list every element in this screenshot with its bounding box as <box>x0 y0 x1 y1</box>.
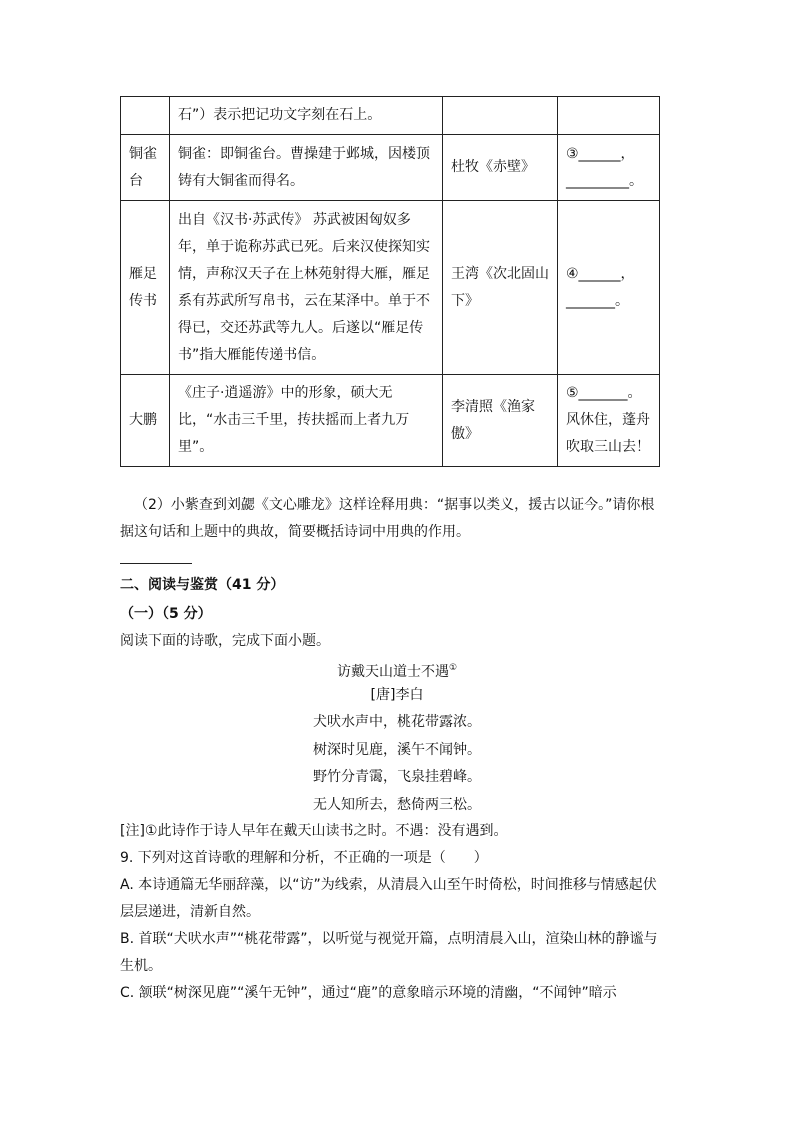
poem-line: 犬吠水声中，桃花带露浓。 <box>313 714 481 730</box>
poem-line: 树深时见鹿，溪午不闻钟。 <box>313 741 481 758</box>
table-row <box>121 97 660 135</box>
question-2-text: （2）小紫查到刘勰《文心雕龙》这样诠释用典：“据事以类义，援古以证今。”请你根据这句话和上题中的典故，简要概括诗词中用典的作用。 <box>120 497 655 540</box>
term-cell <box>121 97 170 135</box>
question-9-stem: 9. 下列对这首诗歌的理解和分析，不正确的一项是（ ） <box>120 850 488 866</box>
answer-cell <box>558 375 660 467</box>
option-b: B. 首联“犬吠水声”“桃花带露”，以听觉与视觉开篇，点明清晨入山，渲染山林的静谧与生机。 <box>120 931 658 974</box>
explanation-cell: 石”）表示把记功文字刻在石上。 <box>170 97 443 135</box>
footnote-mark: ① <box>448 663 458 673</box>
source-cell <box>443 97 558 135</box>
table-row <box>121 375 660 467</box>
source-cell: 杜牧《赤壁》 <box>443 135 558 201</box>
term-cell: 雁足传书 <box>121 201 170 375</box>
poem-title-text: 访戴天山道士不遇 <box>336 664 449 680</box>
term-cell: 铜雀台 <box>121 135 170 201</box>
answer-blank: _________。 <box>566 172 643 189</box>
option-c: C. 颔联“树深见鹿”“溪午无钟”，通过“鹿”的意象暗示环境的清幽，“不闻钟”暗示 <box>120 985 617 1001</box>
poem-note: [注]①此诗作于诗人早年在戴天山读书之时。不遇：没有遇到。 <box>120 823 508 839</box>
subsection-title: （一）（5 分） <box>120 606 212 622</box>
poem-line: 野竹分青霭，飞泉挂碧峰。 <box>313 769 481 785</box>
answer-cell <box>558 201 660 375</box>
answer-cell <box>558 135 660 201</box>
table-row <box>121 135 660 201</box>
answer-blank: ⑤_______。 <box>566 385 642 401</box>
answer-cell <box>558 97 660 135</box>
allusion-table <box>120 96 660 467</box>
poem-body <box>0 709 794 819</box>
section-title: 二、阅读与鉴赏（41 分） <box>120 577 285 593</box>
source-cell: 王湾《次北固山下》 <box>443 201 558 375</box>
option-a: A. 本诗通篇无华丽辞藻，以“访”为线索，从清晨入山至午时倚松，时间推移与情感起伏层层递进，清新自然。 <box>120 877 657 920</box>
answer-blank: ④______， <box>566 265 635 282</box>
answer-line <box>120 563 192 564</box>
explanation-cell: 《庄子·逍遥游》中的形象，硕大无比，“水击三千里，抟扶摇而上者九万里”。 <box>170 375 443 467</box>
term-cell: 大鹏 <box>121 375 170 467</box>
poem-author: [唐]李白 <box>370 687 424 703</box>
table-row <box>121 201 660 375</box>
explanation-cell: 铜雀：即铜雀台。曹操建于邺城，因楼顶铸有大铜雀而得名。 <box>170 135 443 201</box>
answer-blank: _______。 <box>566 292 629 309</box>
poem-line: 无人知所去，愁倚两三松。 <box>313 796 481 813</box>
instruction-text: 阅读下面的诗歌，完成下面小题。 <box>120 633 330 649</box>
answer-blank: ③______， <box>566 145 635 162</box>
answer-blank: 风休住，蓬舟吹取三山去！ <box>566 412 650 455</box>
explanation-cell: 出自《汉书·苏武传》 苏武被困匈奴多年，单于诡称苏武已死。后来汉使探知实情，声称汉天子在上林苑射得大雁，雁足系有苏武所写帛书，云在某泽中。单于不得已，交还苏武等九人。后遂以“雁足传书”指大雁能传递书信。 <box>170 201 443 375</box>
source-cell: 李清照《渔家傲》 <box>443 375 558 467</box>
